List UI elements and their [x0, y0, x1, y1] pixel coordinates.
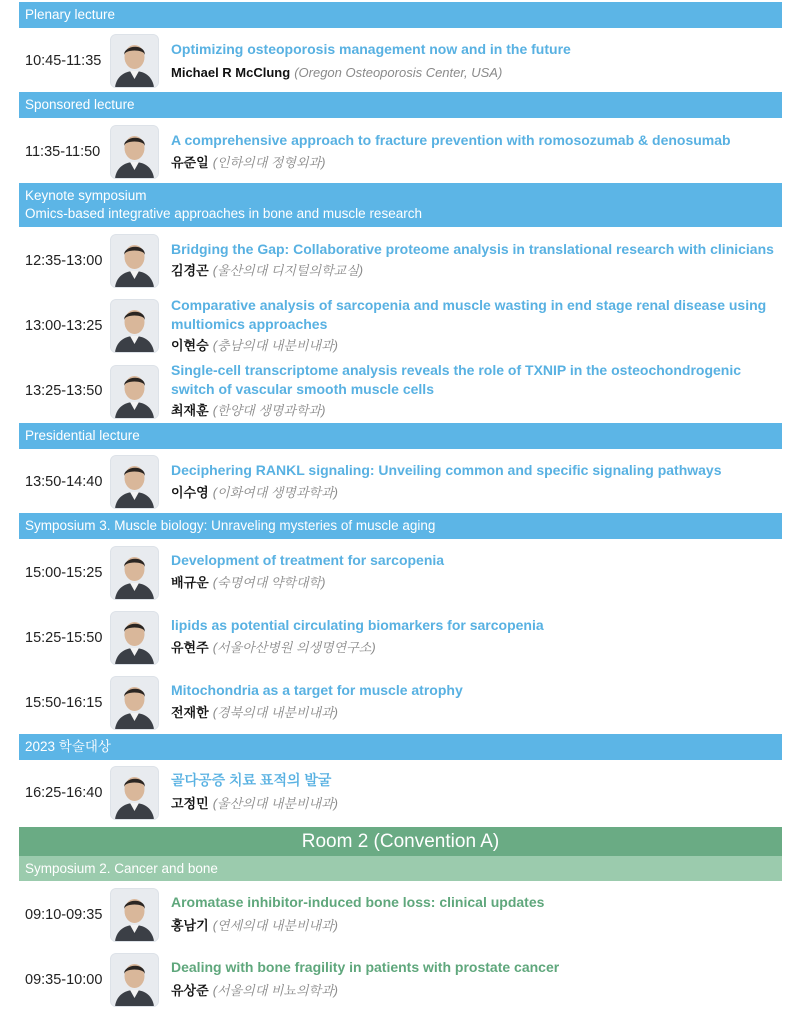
talk-time: 15:25-15:50 [25, 629, 103, 646]
talk-row [19, 454, 782, 509]
talk-title[interactable]: Mitochondria as a target for muscle atrophy [171, 682, 463, 698]
talk-time: 15:00-15:25 [25, 564, 103, 581]
talk-title[interactable]: Single-cell transcriptome analysis reveals the role of TXNIP in the osteochondrogenic switch of vascular smooth muscle cells [171, 362, 742, 397]
speaker-photo [110, 676, 159, 730]
talk-time: 11:35-11:50 [25, 143, 101, 160]
talk-row [19, 610, 782, 665]
talk-title[interactable]: Bridging the Gap: Collaborative proteome analysis in translational research with clinicians [171, 241, 774, 257]
room-title: Room 2 (Convention A) [19, 827, 782, 856]
talk-time: 12:35-13:00 [25, 252, 103, 269]
talk-row [19, 887, 782, 942]
speaker-name: 홍남기 [171, 918, 209, 933]
section-label: Plenary lecture [25, 7, 116, 22]
speaker-photo [110, 34, 159, 88]
talk-row [19, 545, 782, 600]
speaker-affiliation: (연세의대 내분비내과) [212, 918, 338, 933]
speaker-affiliation: (이화여대 생명과학과) [212, 485, 338, 500]
talk-title[interactable]: Dealing with bone fragility in patients with prostate cancer [171, 959, 560, 975]
speaker-name: Michael R McClung [171, 65, 291, 80]
talk-title[interactable]: Comparative analysis of sarcopenia and muscle wasting in end stage renal disease using multiomics approaches [171, 297, 767, 332]
speaker-affiliation: (Oregon Osteoporosis Center, USA) [294, 65, 503, 80]
section-sublabel: Omics-based integrative approaches in bone and muscle research [25, 206, 422, 221]
talk-speaker [171, 917, 777, 934]
section-header-symposium-3 [19, 513, 782, 539]
talk-time: 15:50-16:15 [25, 694, 103, 711]
talk-time: 13:25-13:50 [25, 383, 103, 399]
speaker-name: 유상준 [171, 983, 209, 998]
speaker-affiliation: (서울아산병원 의생명연구소) [212, 640, 376, 655]
speaker-affiliation: (울산의대 디지털의학교실) [212, 263, 364, 278]
speaker-photo [110, 455, 159, 509]
speaker-name: 김경곤 [171, 263, 209, 278]
speaker-affiliation: (경북의대 내분비내과) [212, 705, 338, 720]
talk-speaker [171, 484, 777, 501]
speaker-photo [110, 125, 159, 179]
speaker-photo [110, 611, 159, 665]
speaker-name: 이현승 [171, 338, 209, 353]
talk-time: 09:10-09:35 [25, 906, 103, 923]
speaker-name: 유준일 [171, 155, 209, 170]
section-header-plenary [19, 2, 782, 28]
talk-row [19, 765, 782, 820]
speaker-photo [110, 299, 159, 353]
speaker-photo [110, 365, 159, 419]
speaker-affiliation: (인하의대 정형외과) [212, 155, 326, 170]
talk-time: 09:35-10:00 [25, 971, 103, 988]
speaker-name: 배규운 [171, 575, 209, 590]
speaker-name: 전재한 [171, 705, 209, 720]
talk-row [19, 233, 782, 288]
talk-speaker [171, 795, 777, 812]
section-header-sponsored [19, 92, 782, 118]
talk-title[interactable]: lipids as potential circulating biomarkers for sarcopenia [171, 617, 544, 633]
speaker-affiliation: (울산의대 내분비내과) [212, 796, 338, 811]
section-header-keynote [19, 183, 782, 227]
section-header-presidential [19, 423, 782, 449]
section-label: Keynote symposium [25, 188, 147, 203]
talk-row [19, 362, 782, 420]
talk-row [19, 952, 782, 1007]
speaker-photo [110, 766, 159, 820]
speaker-photo [110, 953, 159, 1007]
speaker-affiliation: (숙명여대 약학대학) [212, 575, 326, 590]
talk-speaker [171, 64, 777, 81]
talk-speaker [171, 982, 777, 999]
section-label: Presidential lecture [25, 428, 140, 443]
talk-title[interactable]: Deciphering RANKL signaling: Unveiling common and specific signaling pathways [171, 462, 722, 478]
talk-speaker [171, 704, 777, 721]
speaker-name: 최재훈 [171, 403, 209, 418]
talk-speaker [171, 402, 777, 419]
talk-speaker [171, 154, 777, 171]
section-header-symposium-2 [19, 856, 782, 881]
talk-row [19, 33, 782, 88]
talk-time: 16:25-16:40 [25, 784, 103, 801]
talk-row [19, 675, 782, 730]
talk-title[interactable]: Development of treatment for sarcopenia [171, 552, 445, 568]
section-label: Symposium 3. Muscle biology: Unraveling mysteries of muscle aging [25, 518, 436, 533]
talk-title[interactable]: 골다공증 치료 표적의 발굴 [171, 772, 332, 788]
talk-row [19, 124, 782, 179]
section-label: 2023 학술대상 [25, 739, 111, 754]
talk-time: 10:45-11:35 [25, 52, 102, 69]
talk-speaker [171, 262, 777, 279]
speaker-photo [110, 234, 159, 288]
section-label: Symposium 2. Cancer and bone [25, 861, 218, 876]
speaker-affiliation: (한양대 생명과학과) [212, 403, 326, 418]
speaker-affiliation: (서울의대 비뇨의학과) [212, 983, 338, 998]
section-label: Sponsored lecture [25, 97, 135, 112]
section-header-award [19, 734, 782, 760]
talk-speaker [171, 639, 777, 656]
talk-title[interactable]: Aromatase inhibitor-induced bone loss: clinical updates [171, 894, 545, 910]
talk-title[interactable]: A comprehensive approach to fracture prevention with romosozumab & denosumab [171, 132, 731, 148]
talk-speaker [171, 574, 777, 591]
speaker-photo [110, 546, 159, 600]
speaker-name: 유현주 [171, 640, 209, 655]
speaker-name: 고정민 [171, 796, 209, 811]
talk-row [19, 297, 782, 355]
talk-title[interactable]: Optimizing osteoporosis management now and in the future [171, 41, 571, 57]
speaker-affiliation: (충남의대 내분비내과) [212, 338, 338, 353]
talk-time: 13:00-13:25 [25, 318, 103, 334]
talk-speaker [171, 337, 777, 354]
talk-time: 13:50-14:40 [25, 473, 103, 490]
speaker-name: 이수영 [171, 485, 209, 500]
speaker-photo [110, 888, 159, 942]
